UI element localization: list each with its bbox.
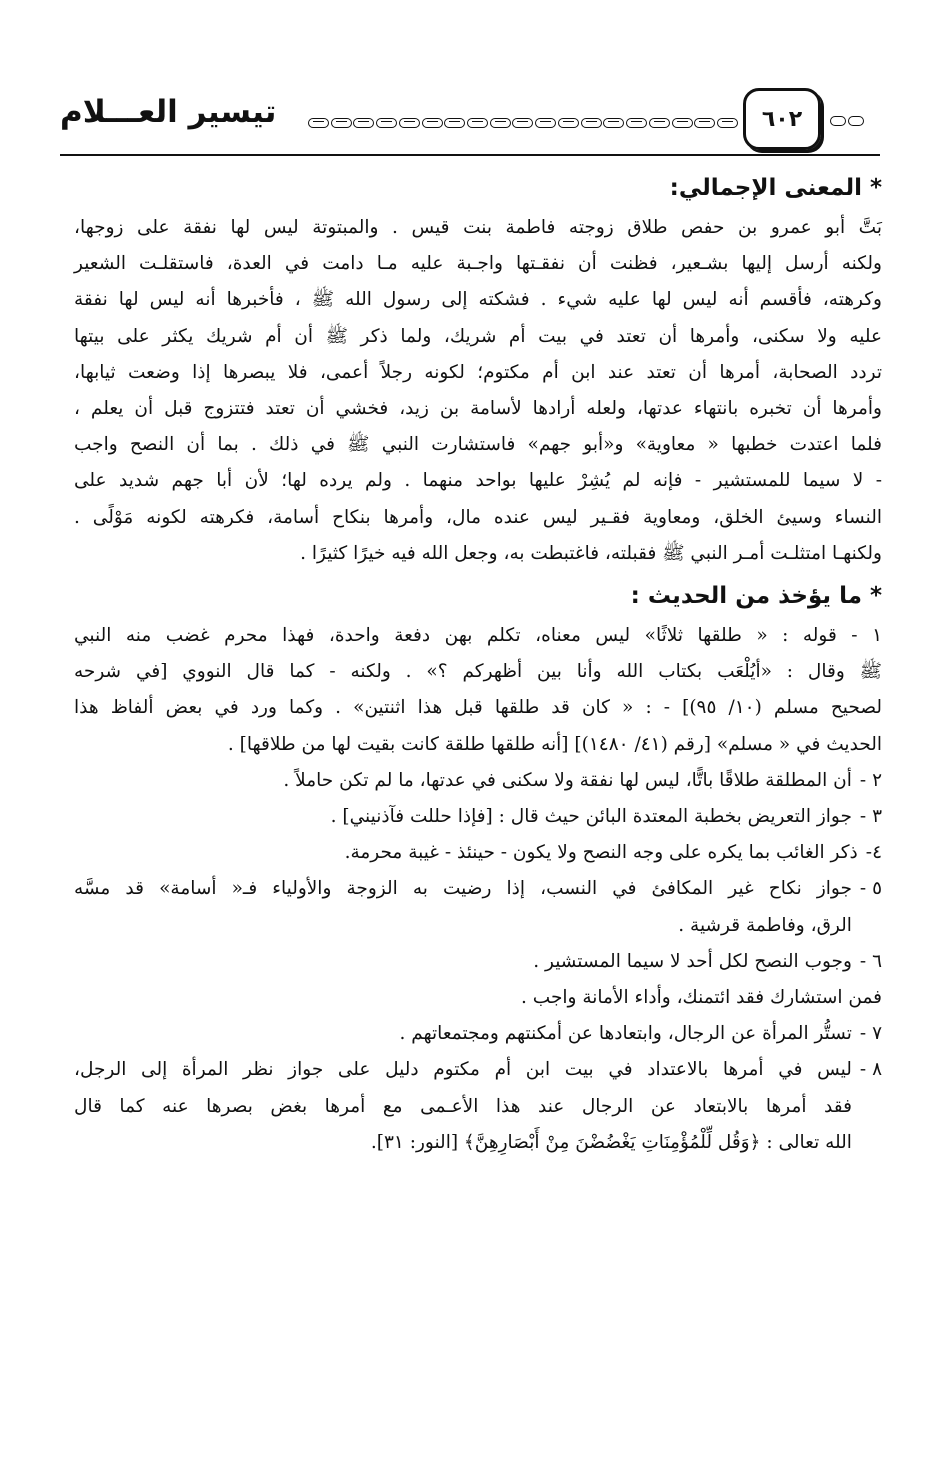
text-line: ليس في أمرها بالاعتداد في بيت ابن أم مكتوم دليل على جواز نظر المرأة إلى الرجل،: [74, 1059, 852, 1081]
item-number: ٢ -: [859, 769, 882, 791]
text-line: فقد أمرها بالابتعاد عن الرجال عند هذا الأعـمى مع أمرها بغض بصرها عنه كما قال: [74, 1095, 852, 1117]
text-line: ١ - قوله : « طلقها ثلاثًا» ليس معناه، تكلم بهن دفعة واحدة، فهذا محرم غضب منه النبي: [74, 625, 882, 647]
general-meaning-paragraph: [74, 210, 882, 572]
item-text: وجوب النصح لكل أحد لا سيما المستشير .: [533, 950, 852, 972]
text-line: النساء وسيئ الخلق، ومعاوية فقـير ليس عنده مال، وأمرها بنكاح أسامة، فكرهته لكونه مَوْلًى .: [74, 506, 882, 528]
lesson-note: [74, 980, 882, 1016]
lesson-item-6: [74, 944, 882, 980]
item-number: ٨ -: [859, 1059, 882, 1081]
text-line: وأمرها أن تخبره بانتهاء عدتها، ولعله أرادها لأسامة بن زيد، فخشي أن تعتد فتتزوج قبل أن يعلم ،: [74, 398, 882, 420]
item-number: ٦ -: [859, 950, 882, 972]
page-header: [60, 88, 880, 158]
item-text: أن المطلقة طلاقًا باتًّا، ليس لها نفقة ولا سكنى في عدتها، ما لم تكن حاملاً .: [283, 769, 852, 791]
lesson-item-5: [74, 871, 882, 943]
text-line: بَتَّ أبو عمرو بن حفص طلاق زوجته فاطمة بنت قيس . والمبتوتة ليس لها نفقة على زوجها،: [74, 217, 882, 238]
section-heading-lessons: * ما يؤخذ من الحديث :: [630, 583, 882, 610]
text-line: - لا سيما للمستشير - فإنه لم يُشِرْ عليها بواحد منهما . ولم يرده لها؛ لأن أبا جهم شديد على: [74, 470, 882, 492]
lesson-item-8: [74, 1052, 882, 1161]
lesson-item-7: [74, 1016, 882, 1052]
item-text: [74, 871, 852, 943]
item-text: ذكر الغائب بما يكره على وجه النصح ولا يكون - حينئذ - غيبة محرمة.: [344, 842, 858, 864]
section-heading-general-meaning: * المعنى الإجمالي:: [669, 175, 882, 201]
text-line: وكرهته، فأقسم أنه ليس لها عليه شيء . فشكته إلى رسول الله ﷺ ، فأخبرها أنه ليس لها نفقة: [74, 289, 882, 311]
text-line: ولكنه أرسل إليها بشـعير، فظنت أن نفقـتها واجـبة عليه مـا دامت في العدة، فاستقلـت الشعير: [74, 253, 882, 275]
text-line: تردد الصحابة، أمرها أن تعتد عند ابن أم مكتوم؛ لكونه رجلاً أعمى، فلا يبصرها إذا وضعت ثيابها،: [74, 361, 882, 383]
item-text: جواز التعريض بخطبة المعتدة البائن حيث قال : [فإذا حللت فآذنيني] .: [330, 806, 852, 828]
text-line: الحديث في « مسلم» [رقم (٤١/ ١٤٨٠)] [أنه طلقها طلقة كانت بقيت لها من طلاقها] .: [227, 733, 882, 755]
header-rule: [60, 154, 880, 156]
item-number: ٣ -: [859, 806, 882, 828]
item-text: [74, 1052, 852, 1161]
text-line: ﷺ وقال : «أيُلْعَب بكتاب الله وأنا بين أظهركم ؟» . ولكنه - كما قال النووي [في شرحه: [74, 661, 882, 683]
item-number: ٥ -: [859, 878, 882, 900]
lesson-item-4: [74, 835, 882, 871]
text-line: عليه ولا سكنى، وأمرها أن تعتد في بيت أم شريك، ولما ذكر ﷺ أن أم شريك يكثر على بيتها: [74, 325, 882, 347]
page-content: [74, 166, 882, 1161]
lesson-item-3: [74, 799, 882, 835]
text-line: ولكنهـا امتثلـت أمـر النبي ﷺ فقبلته، فاغتبطت به، وجعل الله فيه خيرًا كثيرًا .: [300, 542, 882, 564]
header-ornament: [308, 116, 738, 130]
note-text: فمن استشارك فقد ائتمنك، وأداء الأمانة واجب .: [521, 987, 882, 1009]
text-line: الله تعالى : ﴿وَقُل لِّلْمُؤْمِنَاتِ يَغْضُضْنَ مِنْ أَبْصَارِهِنَّ﴾ [النور: ٣١].: [370, 1131, 852, 1153]
item-text: تستُّر المرأة عن الرجال، وابتعادها عن أمكنتهم ومجتمعاتهم .: [399, 1023, 852, 1045]
text-line: جواز نكاح غير المكافئ في النسب، إذا رضيت به الزوجة والأولياء فـ« أسامة» قد مسَّه: [74, 878, 852, 900]
running-title: تيسير العـــلام: [60, 94, 277, 130]
lesson-item-1: [74, 618, 882, 763]
item-number: ٤-: [865, 842, 882, 864]
lesson-item-2: [74, 763, 882, 799]
text-line: لصحيح مسلم (١٠/ ٩٥)] - : « كان قد طلقها قبل هذا اثنتين» . وكما ورد في بعض ألفاظ هذا: [74, 697, 883, 719]
header-ornament-right: [830, 116, 864, 126]
page-number-badge: ٦٠٢: [743, 88, 821, 150]
item-number: ٧ -: [859, 1023, 882, 1045]
text-line: فلما اعتدت خطبها « معاوية» و«أبو جهم» فاستشارت النبي ﷺ في ذلك . بما أن النصح واجب: [74, 434, 882, 456]
text-line: الرق، وفاطمة قرشية .: [678, 914, 852, 936]
